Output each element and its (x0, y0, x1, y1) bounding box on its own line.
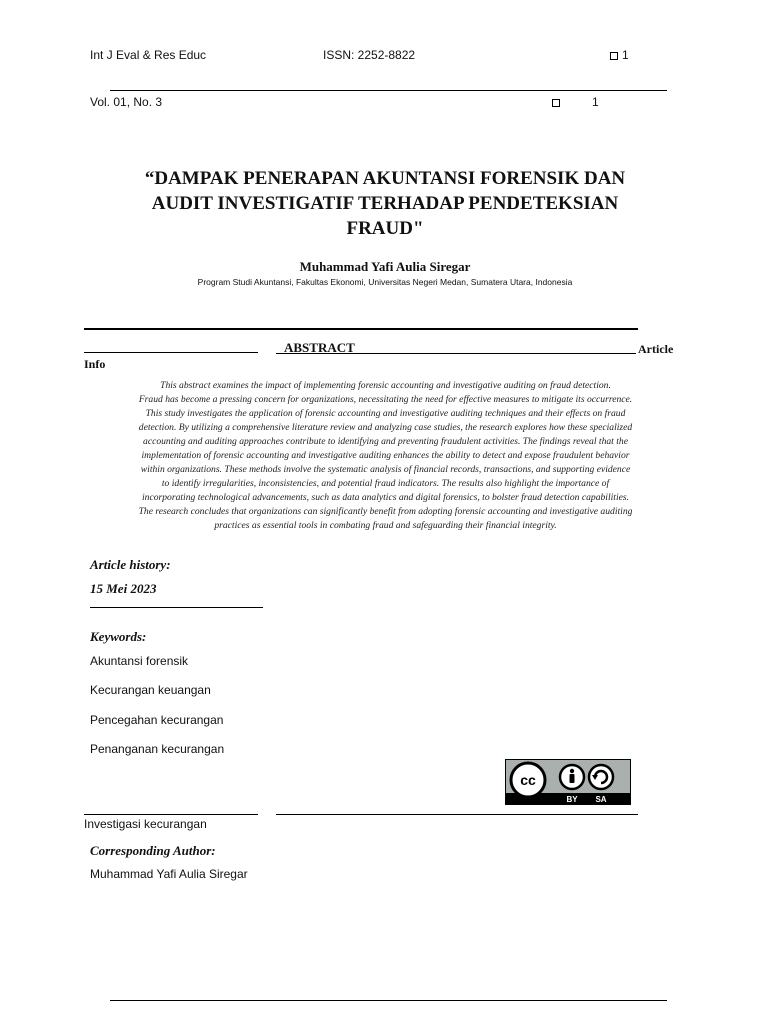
abstract-line: incorporating technological advancements, such as data analytics and digital forensics, to bolster fraud detection capabilities. (142, 492, 629, 503)
keyword-item: Pencegahan kecurangan (90, 713, 224, 727)
corresponding-author-label: Corresponding Author: (90, 843, 216, 858)
article-info-rule (84, 352, 258, 353)
sa-text: SA (595, 795, 607, 804)
abstract-line: within organizations. These methods involve the systematic analysis of financial records, transactions, and supporting evidence (140, 464, 631, 475)
author-name: Muhammad Yafi Aulia Siregar (299, 259, 471, 274)
abstract-line: detection. By utilizing a comprehensive literature review and analyzing case studies, the research explores how these specialized (138, 422, 633, 433)
article-info-label-cont: Info (84, 357, 106, 371)
volume-info: Vol. 01, No. 3 (90, 95, 163, 109)
keywords-rule-right (276, 814, 638, 815)
title-line: AUDIT INVESTIGATIF TERHADAP PENDETEKSIAN (151, 193, 619, 214)
article-history-label: Article history: (90, 557, 171, 572)
by-text: BY (566, 795, 578, 804)
page-number-second (552, 95, 599, 109)
abstract-line: to identify irregularities, inconsistencies, and potential fraud indicators. The results also highlight the importance of (161, 478, 610, 489)
history-rule (90, 607, 263, 608)
abstract-line: practices as essential tools in combating fraud and safeguarding their financial integrity. (214, 520, 557, 531)
abstract-line: The research concludes that organizations can significantly benefit from adopting forensic accounting and investigative auditing (138, 506, 633, 517)
page-number-top (610, 48, 629, 62)
abstract-heading: ABSTRACT (284, 340, 355, 355)
journal-name: Int J Eval & Res Educ (90, 48, 207, 62)
abstract-line: implementation of forensic accounting and investigative auditing enhances the ability to detect and expose fraudulent behavior (141, 450, 630, 461)
keyword-item: Kecurangan keuangan (90, 683, 211, 697)
page-number-second-value: 1 (592, 95, 599, 109)
footer-rule (110, 1000, 667, 1001)
article-info-label: Article (638, 342, 674, 356)
cc-by-sa-license-badge (505, 759, 631, 805)
article-history-date: 15 Mei 2023 (90, 581, 157, 596)
abstract-top-rule (84, 328, 638, 330)
abstract-line: This abstract examines the impact of implementing forensic accounting and investigative auditing on fraud detection. (160, 380, 611, 391)
abstract-body (92, 379, 679, 533)
corresponding-author-name: Muhammad Yafi Aulia Siregar (90, 867, 248, 881)
abstract-line: accounting and auditing approaches contribute to identifying and preventing fraudulent activities. The findings reveal that the (143, 436, 628, 447)
keywords-label: Keywords: (90, 629, 147, 644)
issn: ISSN: 2252-8822 (323, 48, 416, 62)
paper-title (100, 166, 670, 241)
abstract-line: Fraud has become a pressing concern for organizations, necessitating the need for effective measures to mitigate its occurrence. (138, 394, 633, 405)
keyword-item: Investigasi kecurangan (84, 817, 207, 831)
page-number-top-value: 1 (622, 48, 629, 62)
header-rule (110, 90, 667, 91)
keywords-rule-left (84, 814, 258, 815)
keyword-item: Akuntansi forensik (90, 654, 189, 668)
cc-text: cc (520, 772, 536, 788)
title-line: “DAMPAK PENERAPAN AKUNTANSI FORENSIK DAN (144, 168, 626, 189)
title-line: FRAUD" (346, 218, 424, 239)
abstract-line: This study investigates the application of forensic accounting and investigative auditing techniques and their effects on fraud (145, 408, 626, 419)
cc-by-sa-logo (506, 760, 630, 804)
author-affiliation: Program Studi Akuntansi, Fakultas Ekonomi, Universitas Negeri Medan, Sumatera Utara, Indonesia (197, 277, 573, 287)
keyword-item: Penanganan kecurangan (90, 742, 225, 756)
square-bullet-icon (552, 99, 560, 107)
square-bullet-icon (610, 52, 618, 60)
